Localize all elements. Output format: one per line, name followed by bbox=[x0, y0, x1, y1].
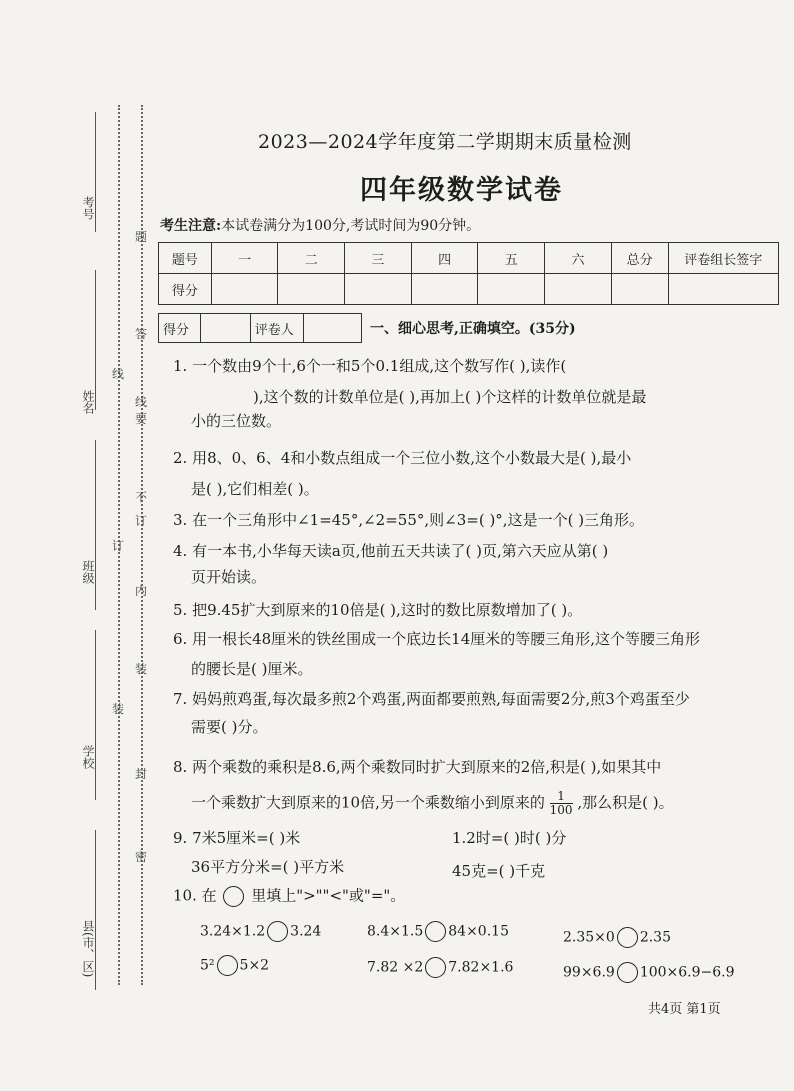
section-title: 一、细心思考,正确填空。(35分) bbox=[370, 321, 576, 337]
score-table-cell: 得分 bbox=[159, 274, 212, 305]
seal-side-char: 线 bbox=[112, 367, 125, 381]
question-7-line-2: 需要( )分。 bbox=[191, 718, 268, 736]
score-table-cell: 六 bbox=[545, 243, 612, 274]
fraction bbox=[550, 790, 573, 817]
county-line bbox=[95, 830, 96, 990]
score-table-cell: 五 bbox=[478, 243, 545, 274]
compare-item bbox=[200, 921, 321, 942]
class-line bbox=[95, 440, 96, 610]
class-label: 班级 bbox=[81, 560, 95, 584]
score-table-cell: 二 bbox=[278, 243, 345, 274]
compare-right: 100×6.9−6.9 bbox=[639, 964, 735, 981]
question-8-text-b: ,那么积是( )。 bbox=[577, 793, 674, 812]
compare-left: 8.4×1.5 bbox=[367, 923, 424, 940]
question-4-line-2: 页开始读。 bbox=[191, 568, 267, 586]
question-1-line-2: ),这个数的计数单位是( ),再加上( )个这样的计数单位就是最 bbox=[253, 388, 647, 406]
question-8-text-a: 一个乘数扩大到原来的10倍,另一个乘数缩小到原来的 bbox=[191, 793, 545, 812]
compare-item bbox=[563, 962, 735, 983]
section-grader-label: 评卷人 bbox=[251, 314, 305, 342]
notice-text: 本试卷满分为100分,考试时间为90分钟。 bbox=[221, 218, 481, 234]
score-table-cell: 一 bbox=[211, 243, 278, 274]
county-label: 县(市、区) bbox=[81, 920, 95, 978]
compare-left: 99×6.9 bbox=[563, 964, 615, 981]
seal-side-char: 装 bbox=[112, 702, 125, 716]
school-line bbox=[95, 630, 96, 800]
seal-char: 订 bbox=[135, 514, 148, 528]
notice bbox=[160, 215, 480, 235]
circle-icon bbox=[223, 886, 244, 907]
compare-right: 2.35 bbox=[639, 929, 671, 946]
score-input-cell[interactable] bbox=[411, 274, 478, 305]
compare-item bbox=[563, 927, 671, 948]
compare-right: 3.24 bbox=[290, 923, 322, 940]
notice-label: 考生注意: bbox=[160, 218, 222, 234]
compare-right: 7.82×1.6 bbox=[448, 959, 514, 976]
score-input-cell[interactable] bbox=[345, 274, 412, 305]
question-4-line-1: 4. 有一本书,小华每天读a页,他前五天共读了( )页,第六天应从第( ) bbox=[173, 542, 609, 560]
seal-char: 线 bbox=[135, 395, 148, 409]
seal-char: 装 bbox=[135, 662, 148, 676]
score-input-cell[interactable] bbox=[211, 274, 278, 305]
compare-right: 5×2 bbox=[239, 957, 270, 974]
score-table-cell: 三 bbox=[345, 243, 412, 274]
question-5: 5. 把9.45扩大到原来的10倍是( ),这时的数比原数增加了( )。 bbox=[173, 601, 583, 619]
answer-circle[interactable] bbox=[217, 955, 238, 976]
score-input-cell[interactable] bbox=[668, 274, 778, 305]
seal-char: 内 bbox=[135, 584, 148, 598]
section-grader-input[interactable] bbox=[304, 314, 361, 342]
name-line bbox=[95, 270, 96, 410]
score-input-cell[interactable] bbox=[478, 274, 545, 305]
seal-char: 不 bbox=[135, 490, 148, 504]
fraction-numerator: 1 bbox=[557, 789, 565, 803]
compare-item bbox=[367, 957, 513, 978]
question-2-line-2: 是( ),它们相差( )。 bbox=[191, 480, 319, 498]
question-10 bbox=[173, 886, 405, 907]
score-table-score-row bbox=[159, 274, 779, 305]
score-input-cell[interactable] bbox=[611, 274, 668, 305]
question-8-line-2 bbox=[191, 790, 674, 817]
compare-left: 5² bbox=[200, 957, 215, 974]
section-score-box bbox=[158, 313, 362, 343]
page-number: 共4页 第1页 bbox=[648, 1002, 721, 1017]
exam-number-line bbox=[95, 112, 96, 232]
question-9-d: 45克=( )千克 bbox=[452, 862, 546, 880]
seal-char: 题 bbox=[135, 230, 148, 244]
seal-char: 要 bbox=[135, 412, 148, 426]
seal-char: 密 bbox=[135, 850, 148, 864]
school-label: 学校 bbox=[81, 745, 95, 769]
compare-left: 7.82 ×2 bbox=[367, 959, 424, 976]
score-input-cell[interactable] bbox=[278, 274, 345, 305]
score-table-cell: 题号 bbox=[159, 243, 212, 274]
seal-side-char: 订 bbox=[112, 539, 125, 553]
question-10-text-a: 10. 在 bbox=[173, 886, 217, 905]
exam-number-label: 考号 bbox=[81, 196, 95, 220]
question-1-line-1: 1. 一个数由9个十,6个一和5个0.1组成,这个数写作( ),读作( bbox=[173, 357, 567, 375]
exam-title: 2023—2024学年度第二学期期末质量检测 bbox=[258, 131, 632, 153]
answer-circle[interactable] bbox=[617, 962, 638, 983]
name-label: 姓名 bbox=[81, 390, 95, 414]
score-input-cell[interactable] bbox=[545, 274, 612, 305]
seal-char: 答 bbox=[135, 327, 148, 341]
section-score-label: 得分 bbox=[159, 314, 201, 342]
question-6-line-1: 6. 用一根长48厘米的铁丝围成一个底边长14厘米的等腰三角形,这个等腰三角形 bbox=[173, 630, 701, 648]
question-6-line-2: 的腰长是( )厘米。 bbox=[191, 660, 313, 678]
answer-circle[interactable] bbox=[617, 927, 638, 948]
compare-right: 84×0.15 bbox=[448, 923, 509, 940]
score-table-cell: 四 bbox=[411, 243, 478, 274]
question-8-line-1: 8. 两个乘数的乘积是8.6,两个乘数同时扩大到原来的2倍,积是( ),如果其中 bbox=[173, 758, 662, 776]
question-9-a: 9. 7米5厘米=( )米 bbox=[173, 829, 301, 847]
answer-circle[interactable] bbox=[267, 921, 288, 942]
exam-subtitle: 四年级数学试卷 bbox=[360, 175, 563, 206]
answer-circle[interactable] bbox=[425, 921, 446, 942]
compare-left: 3.24×1.2 bbox=[200, 923, 266, 940]
question-9-b: 1.2时=( )时( )分 bbox=[452, 829, 567, 847]
section-score-input[interactable] bbox=[201, 314, 251, 342]
score-table-cell: 总分 bbox=[611, 243, 668, 274]
compare-item bbox=[367, 921, 509, 942]
score-table-cell: 评卷组长签字 bbox=[668, 243, 778, 274]
fraction-denominator: 100 bbox=[549, 803, 573, 817]
question-3: 3. 在一个三角形中∠1=45°,∠2=55°,则∠3=( )°,这是一个( )三角形。 bbox=[173, 511, 645, 529]
question-2-line-1: 2. 用8、0、6、4和小数点组成一个三位小数,这个小数最大是( ),最小 bbox=[173, 449, 632, 467]
question-10-text-b: 里填上">""<"或"="。 bbox=[251, 886, 406, 905]
question-9-c: 36平方分米=( )平方米 bbox=[191, 858, 345, 876]
score-table bbox=[158, 242, 779, 305]
seal-char: 封 bbox=[135, 767, 148, 781]
question-7-line-1: 7. 妈妈煎鸡蛋,每次最多煎2个鸡蛋,两面都要煎熟,每面需要2分,煎3个鸡蛋至少 bbox=[173, 690, 690, 708]
answer-circle[interactable] bbox=[425, 957, 446, 978]
score-table-header-row bbox=[159, 243, 779, 274]
compare-item bbox=[200, 955, 269, 976]
question-1-line-3: 小的三位数。 bbox=[191, 412, 282, 430]
compare-left: 2.35×0 bbox=[563, 929, 615, 946]
